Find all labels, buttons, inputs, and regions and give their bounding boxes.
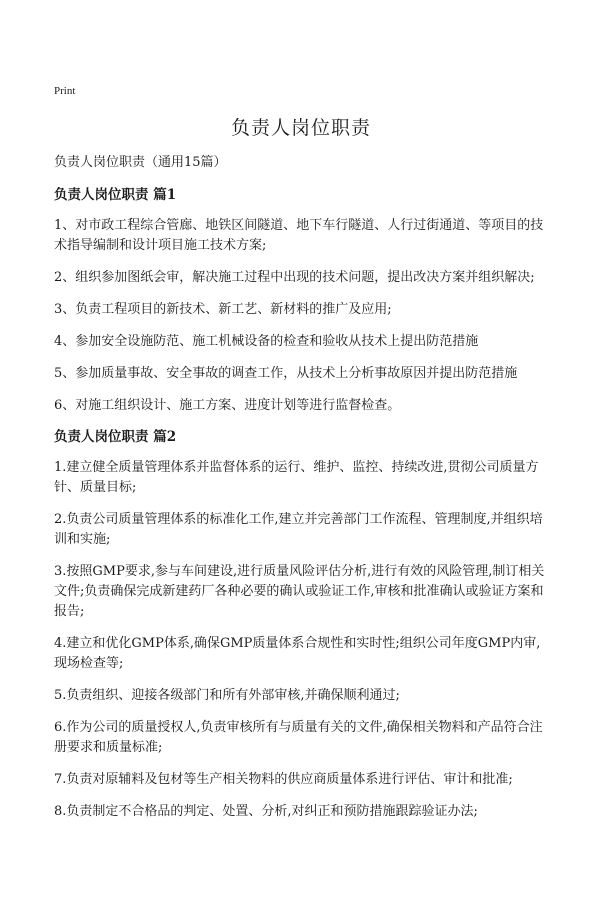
section-2 [54,428,548,822]
list-item: 4、参加安全设施防范、施工机械设备的检查和验收从技术上提出防范措施 [54,334,479,349]
section-heading: 负责人岗位职责 篇2 [54,429,177,445]
section-heading: 负责人岗位职责 篇1 [54,187,177,203]
list-item: 6.作为公司的质量授权人,负责审核所有与质量有关的文件,确保相关物料和产品符合注册要求和质量标准; [54,720,543,755]
list-item: 2.负责公司质量管理体系的标准化工作,建立并完善部门工作流程、管理制度,并组织培训和实施; [54,512,543,547]
list-item: 6、对施工组织设计、施工方案、进度计划等进行监督检查。 [54,398,401,413]
list-item: 5.负责组织、迎接各级部门和所有外部审核,并确保顺利通过; [54,688,400,703]
list-item: 1.建立健全质量管理体系并监督体系的运行、维护、监控、持续改进,贯彻公司质量方针、质量目标; [54,460,539,495]
list-item: 2、组织参加图纸会审，解决施工过程中出现的技术问题，提出改决方案并组织解决; [54,270,535,285]
list-item: 3、负责工程项目的新技术、新工艺、新材料的推广及应用; [54,302,392,317]
document-title: 负责人岗位职责 [230,117,371,139]
list-item: 4.建立和优化GMP体系,确保GMP质量体系合规性和实时性;组织公司年度GMP内审,现场检查等; [54,636,541,671]
list-item: 8.负责制定不合格品的判定、处置、分析,对纠正和预防措施跟踪验证办法; [54,804,478,819]
list-item: 1、对市政工程综合管廊、地铁区间隧道、地下车行隧道、人行过街通道、等项目的技术指导编制和设计项目施工技术方案; [54,218,544,253]
list-item: 3.按照GMP要求,参与车间建设,进行质量风险评估分析,进行有效的风险管理,制订相关文件;负责确保完成新建药厂各种必要的确认或验证工作,审核和批准确认或验证方案和报告; [54,564,545,619]
document-subtitle: 负责人岗位职责（通用15篇） [54,155,227,170]
section-item-list [54,216,548,416]
section-item-list [54,458,548,822]
section-1 [54,186,548,416]
list-item: 7.负责对原辅料及包材等生产相关物料的供应商质量体系进行评估、审计和批准; [54,772,513,787]
print-label: Print [54,85,76,97]
list-item: 5、参加质量事故、安全事故的调查工作，从技术上分析事故原因并提出防范措施 [54,366,518,381]
